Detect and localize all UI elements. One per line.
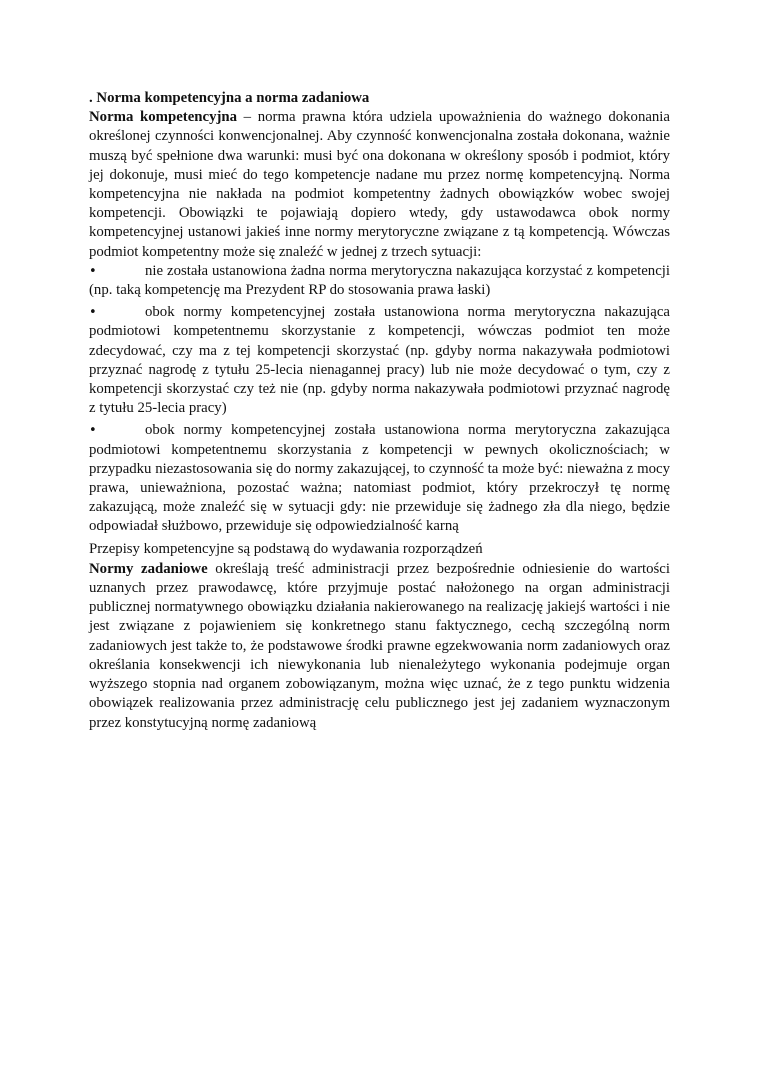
section-heading: . Norma kompetencyjna a norma zadaniowa (89, 90, 370, 106)
situations-list (89, 262, 670, 537)
list-item (89, 262, 670, 300)
bullet-icon: • (89, 423, 97, 439)
document-page (89, 89, 670, 733)
list-item-text: obok normy kompetencyjnej została ustanowiona norma merytoryczna zakazująca podmiotowi kompetentnemu skorzystania z kompetencji w pewnych okolicznościach; w przypadku niezastosowania się do normy zakazującej, to czynność ta może być: nieważna z mocy prawa, unieważniona, pozostać ważna; natomiast podmiot, który przekroczył tę normę zakazującą, może znaleźć się w sytuacji gdy: nie przewiduje się żadnego zła dla niego, będzie odpowiadał służbowo, przewiduje się odpowiedzialność karną (89, 422, 670, 535)
list-item-text: nie została ustanowiona żadna norma merytoryczna nakazująca korzystać z kompetencji (np. taką kompetencję ma Prezydent RP do stosowania prawa łaski) (89, 262, 670, 299)
intro-paragraph (89, 108, 670, 262)
list-item (89, 303, 670, 418)
intro-text: – norma prawna która udziela upoważnienia do ważnego dokonania określonej czynności konwencjonalnej. Aby czynność konwencjonalna została dokonana, ważnie muszą być spełnione dwa warunki: musi być ona dokonana w określony sposób i podmiot, który jej dokonuje, musi mieć do tego kompetencje nadane mu przez normę kompetencyjną. Norma kompetencyjna nie nakłada na podmiot kompetentny żadnych obowiązków wobec swojej kompetencji. Obowiązki te pojawiają dopiero wtedy, gdy ustawodawca obok normy kompetencyjnej ustanowi jakieś inne normy merytoryczne związane z tą kompetencją. Wówczas podmiot kompetentny może się znaleźć w jednej z trzech sytuacji: (89, 109, 670, 260)
list-item-text: obok normy kompetencyjnej została ustanowiona norma merytoryczna nakazująca podmiotowi kompetentnemu skorzystanie z kompetencji, wówczas podmiot ten może zdecydować, czy ma z tej kompetencji skorzystać (np. gdyby norma nakazywała podmiotowi przyznać nagrodę z tytułu 25-lecia nienagannej pracy) lub nie może decydować o tym, czy z kompetencji skorzystać czy też nie (np. gdyby norma nakazywała podmiotowi przyznać nagrodę z tytułu 25-lecia pracy) (89, 304, 670, 417)
list-item (89, 421, 670, 536)
intro-term: Norma kompetencyjna (89, 109, 238, 126)
bullet-icon: • (89, 305, 97, 321)
task-norms-paragraph (89, 560, 670, 733)
task-norms-term: Normy zadaniowe (89, 560, 208, 577)
regulations-note: Przepisy kompetencyjne są podstawą do wydawania rozporządzeń (89, 540, 483, 557)
bullet-icon: • (89, 263, 97, 279)
task-norms-text: określają treść administracji przez bezpośrednie odniesienie do wartości uznanych przez prawodawcę, które przyjmuje postać nałożonego na organ administracji publicznej normatywnego obowiązku działania nakierowanego na realizację jakiejś wartości i nie jest związane z pojawieniem się konkretnego stanu faktycznego, cechą szczególną norm zadaniowych jest także to, że podstawowe środki prawne egzekwowania norm zadaniowych oraz określania konsekwencji ich niewykonania lub nienależytego wykonania podejmuje organ wyższego stopnia nad organem zobowiązanym, można więc uznać, że z tego punktu widzenia obowiązek realizowania przez administrację celu publicznego jest jej zadaniem wyznaczonym przez konstytucyjną normę zadaniową (89, 560, 670, 731)
